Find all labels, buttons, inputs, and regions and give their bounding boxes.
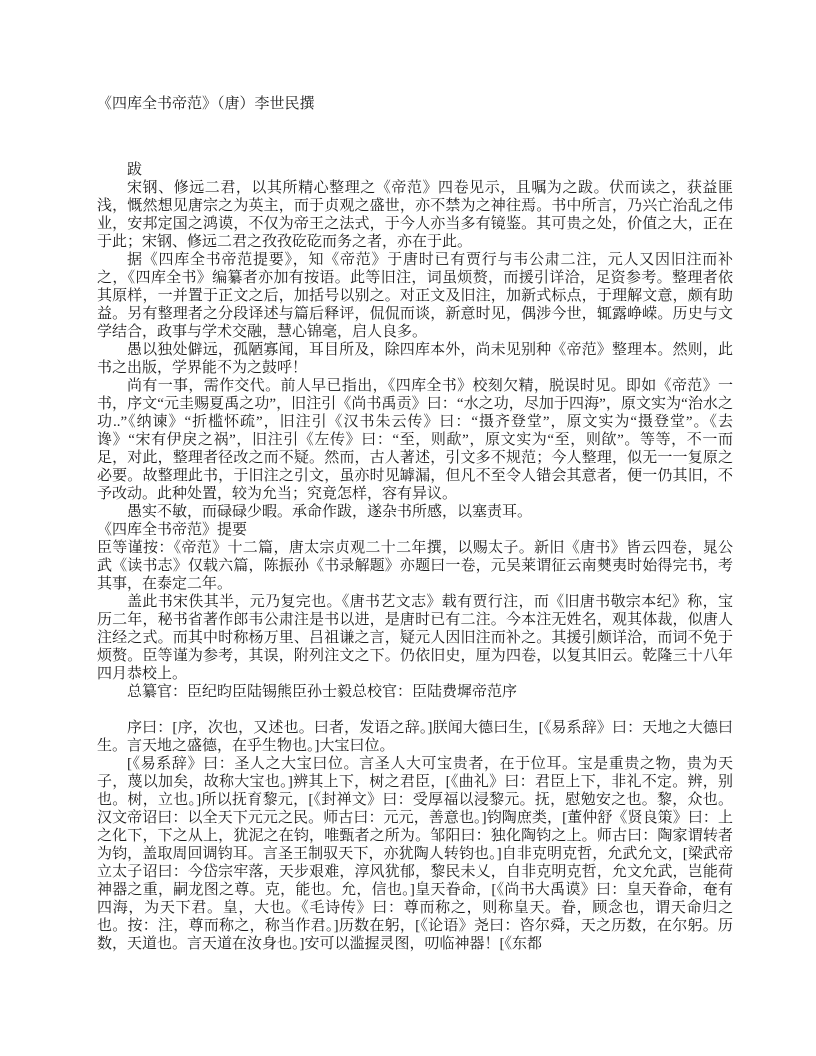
paragraph: 总纂官：臣纪昀臣陆锡熊臣孙士毅总校官：臣陆费墀帝范序 bbox=[127, 684, 518, 700]
paragraph: 愚实不敏，而碌碌少暇。承命作跋，遂杂书所感，以塞责耳。 bbox=[127, 504, 533, 520]
blank-line bbox=[97, 701, 733, 719]
paragraph: 愚以独处僻远，孤陋寡闻，耳目所及，除四库本外，尚未见别种《帝范》整理本。然则，此书之出版，学界能不为之鼓呼！ bbox=[97, 342, 733, 376]
paragraph: 臣等谨按：《帝范》十二篇，唐太宗贞观二十二年撰，以赐太子。新旧《唐书》皆云四卷，晁公武《读书志》仅载六篇，陈振孙《书录解题》亦题曰一卷，元吴莱谓征云南僰夷时始得完书，考其事，在泰定二年。 bbox=[97, 540, 733, 592]
paragraph: 《四库全书帝范》提要 bbox=[97, 522, 248, 538]
paragraph: 跋 bbox=[127, 162, 143, 178]
paragraph: 尚有一事，需作交代。前人早已指出，《四库全书》校刻欠精，脱误时见。即如《帝范》一书，序文“元圭赐夏禹之功”，旧注引《尚书禹贡》曰：“水之功，尽加于四海”，原文实为“治水之功..”《纳谏》“折槛怀疏”，旧注引《汉书朱云传》曰：“摄齐登堂”，原文实为“摄登堂”。《去谗》“宋有伊戾之祸”，旧注引《左传》曰：“至，则歃”，原文实为“至，则欿”。等等，不一而足，对此，整理者径改之而不疑。然而，古人著述，引文多不规范；今人整理，似无一一复原之必要。故整理此书，于旧注之引文，虽亦时见罅漏，但凡不至令人错会其意者，便一仍其旧，不予改动。此种处置，较为允当；究竟怎样，容有异议。 bbox=[97, 378, 733, 502]
document-content bbox=[97, 95, 733, 953]
paragraph: 据《四库全书帝范提要》，知《帝范》于唐时已有贾行与韦公肃二注，元人又因旧注而补之，《四库全书》编纂者亦加有按语。此等旧注，词虽烦赘，而援引详洽，足资参考。整理者依其原样，一并置于正文之后，加括号以别之。对正文及旧注，加新式标点，于理解文意，颇有助益。另有整理者之分段译述与篇后释评，侃侃而谈，新意时见，偶涉今世，辄露峥嵘。历史与文学结合，政事与学术交融，慧心锦毫，启人良多。 bbox=[97, 252, 733, 340]
paragraph: 宋钢、修远二君，以其所精心整理之《帝范》四卷见示，且嘱为之跋。伏而读之，获益匪浅，慨然想见唐宗之为英主，而于贞观之盛世，亦不禁为之神往焉。书中所言，乃兴亡治乱之伟业，安邦定国之鸿谟，不仅为帝王之法式，于今人亦当多有镜鉴。其可贵之处，价值之大，正在于此；宋钢、修远二君之孜孜矻矻而务之者，亦在于此。 bbox=[97, 180, 733, 250]
document-body bbox=[97, 161, 733, 953]
paragraph: [《易系辞》曰：圣人之大宝曰位。言圣人大可宝贵者，在于位耳。宝是重贵之物，贵为天子，蔑以加矣，故称大宝也。]辨其上下，树之君臣，[《曲礼》曰：君臣上下，非礼不定。辨，别也。树，立也。]所以抚育黎元，[《封禅文》曰：受厚福以浸黎元。抚，慰勉安之也。黎，众也。汉文帝诏曰：以全天下元元之民。师古曰：元元，善意也。]钧陶庶类，[董仲舒《贤良策》曰：上之化下，下之从上，犹泥之在钧，唯甄者之所为。邹阳曰：独化陶钧之上。师古曰：陶家谓转者为钧，盖取周回调钧耳。言圣王制驭天下，亦犹陶人转钧也。]自非克明克哲，允武允文，[梁武帝立太子诏曰：今岱宗牢落，天步艰难，淳风犹郁，黎民未乂，自非克明克哲，允文允武，岂能荷神器之重，嗣龙图之尊。克，能也。允，信也。]皇天眷命，[《尚书大禹谟》曰：皇天眷命，奄有四海，为天下君。皇，大也。《毛诗传》曰：尊而称之，则称皇天。眷，顾念也，谓天命归之也。按：注，尊而称之，称当作君。]历数在躬，[《论语》尧曰：咨尔舜，天之历数，在尔躬。历数，天道也。言天道在汝身也。]安可以滥握灵图，叨临神器！[《东都 bbox=[97, 756, 733, 952]
document-title: 《四库全书帝范》（唐）李世民撰 bbox=[97, 96, 315, 112]
paragraph: 盖此书宋佚其半，元乃复完也。《唐书艺文志》载有贾行注，而《旧唐书敬宗本纪》称，宝历二年，秘书省著作郎韦公肃注是书以进，是唐时已有二注。今本注无姓名，观其体裁，似唐人注经之式。而其中时称杨万里、吕祖谦之言，疑元人因旧注而补之。其援引颇详洽，而词不免于烦赘。臣等谨为参考，其误，附列注文之下。仍依旧史，厘为四卷，以复其旧云。乾隆三十八年四月恭校上。 bbox=[97, 594, 733, 682]
paragraph: 序曰：[序，次也，又述也。曰者，发语之辞。]朕闻大德曰生，[《易系辞》曰：天地之大德曰生。言天地之盛德，在乎生物也。]大宝曰位。 bbox=[97, 720, 733, 754]
